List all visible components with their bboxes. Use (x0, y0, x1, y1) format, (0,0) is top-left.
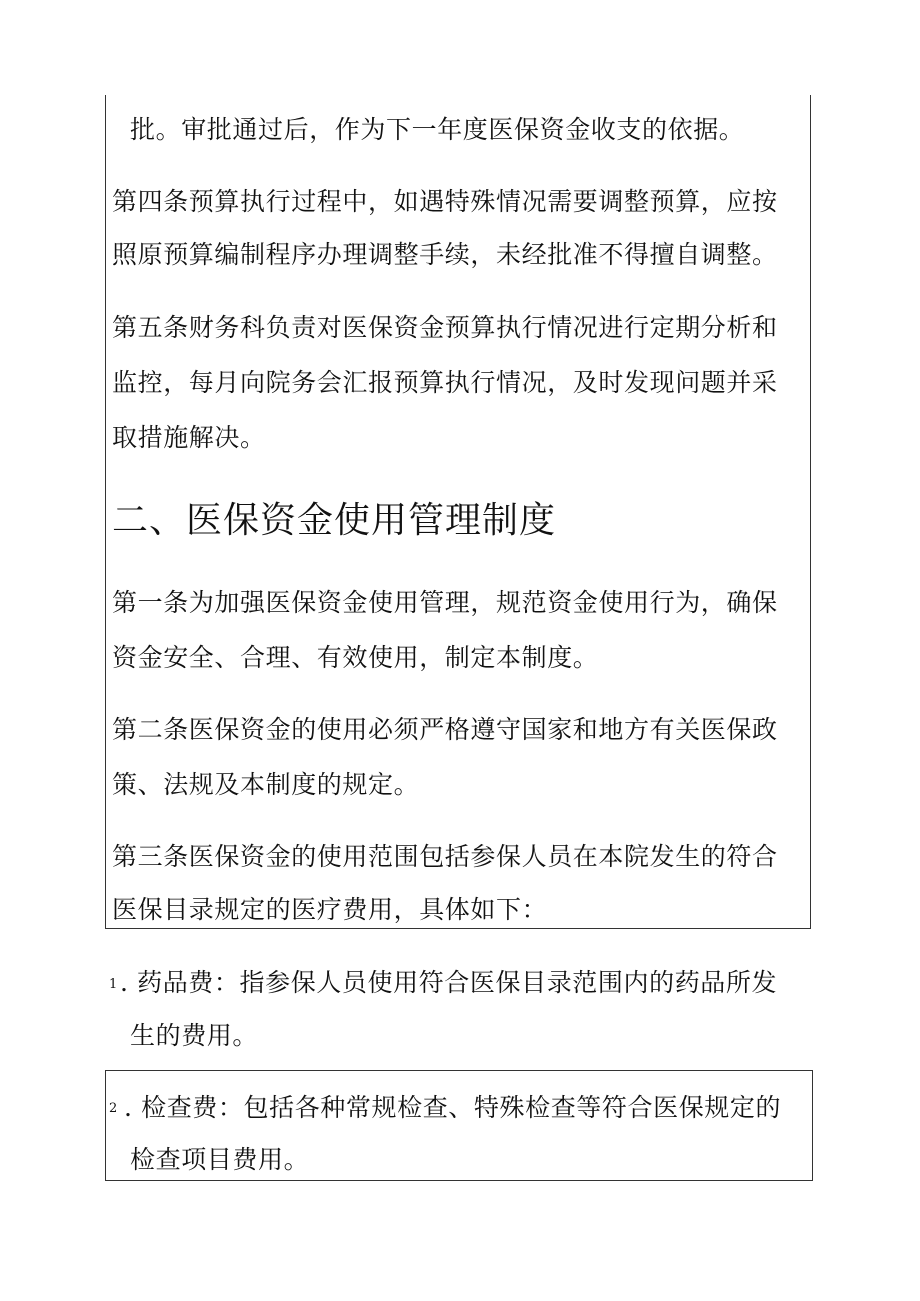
list-item-number: 1 (109, 977, 118, 992)
list-item-line1: . 药品费：指参保人员使用符合医保目录范围内的药品所发 (120, 968, 778, 997)
s2-article1-line2: 资金安全、合理、有效使用，制定本制度。 (112, 643, 599, 672)
article5-line2: 监控，每月向院务会汇报预算执行情况，及时发现问题并采 (112, 368, 778, 397)
article4-line1: 第四条预算执行过程中，如遇特殊情况需要调整预算，应按 (112, 187, 778, 216)
list-item-number: 2 (109, 1101, 118, 1116)
s2-article2-line2: 策、法规及本制度的规定。 (112, 770, 420, 799)
s2-article3-line1: 第三条医保资金的使用范围包括参保人员在本院发生的符合 (112, 842, 778, 871)
list-item-line2: 生的费用。 (130, 1021, 259, 1050)
s2-article2-line1: 第二条医保资金的使用必须严格遵守国家和地方有关医保政 (112, 715, 778, 744)
list-item-line2: 检查项目费用。 (130, 1145, 310, 1174)
article5-line3: 取措施解决。 (112, 423, 266, 452)
article4-line2: 照原预算编制程序办理调整手续，未经批准不得擅自调整。 (112, 240, 778, 269)
s2-article1-line1: 第一条为加强医保资金使用管理，规范资金使用行为，确保 (112, 588, 778, 617)
s2-article3-line2: 医保目录规定的医疗费用，具体如下： (112, 895, 548, 924)
article5-line1: 第五条财务科负责对医保资金预算执行情况进行定期分析和 (112, 313, 778, 342)
list-item-line1: . 检查费：包括各种常规检查、特殊检查等符合医保规定的 (124, 1093, 782, 1122)
continuation-line: 批。审批通过后，作为下一年度医保资金收支的依据。 (130, 115, 745, 144)
section-heading: 二、医保资金使用管理制度 (112, 500, 557, 541)
